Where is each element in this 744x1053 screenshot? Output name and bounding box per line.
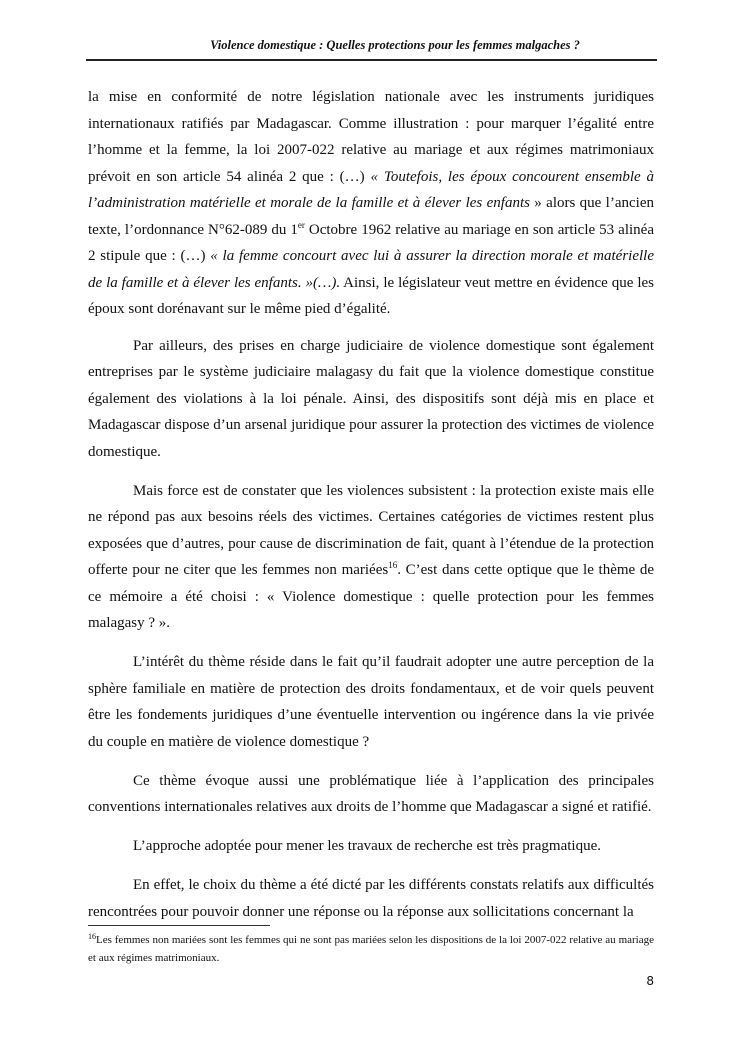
header-rule xyxy=(86,59,657,61)
running-header xyxy=(88,38,654,53)
paragraph-3 xyxy=(88,478,654,637)
p1-quote-2: « la femme concourt avec lui à assurer la direction morale et matérielle de la famille et à élever les enfants. »(…). xyxy=(88,248,654,291)
footnote-rule xyxy=(88,925,270,926)
page-number: 8 xyxy=(646,974,654,988)
p1-text-a: la mise en conformité de notre législation nationale avec les instruments juridiques internationaux ratifiés par Madagascar. Comme illustration : pour marquer l’égalité entre l’homme et la femme, la loi 2007-022 relative au mariage et aux régimes matrimoniaux prévoit en son article 54 alinéa 2 que : (…) xyxy=(88,89,654,185)
p1-text-b: » alors que l’ancien texte, l’ordonnance N°62-089 du 1 xyxy=(88,195,654,238)
paragraph-2: Par ailleurs, des prises en charge judiciaire de violence domestique sont également entreprises par le système judiciaire malagasy du fait que la violence domestique constitue également des violations à la loi pénale. Ainsi, des dispositifs sont déjà mis en place et Madagascar dispose d’un arsenal juridique pour assurer la protection des victimes de violence domestique. xyxy=(88,337,654,460)
p1-text-d: Ainsi, le législateur veut mettre en évidence que les époux sont dorénavant sur le même pied d’égalité. xyxy=(88,274,654,317)
p1-quote-1: « Toutefois, les époux concourent ensemble à l’administration matérielle et morale de la famille et à élever les enfants xyxy=(88,168,654,211)
main-text xyxy=(88,84,654,938)
p3-text-a: Mais force est de constater que les violences subsistent : la protection existe mais elle ne répond pas aux besoins réels des victimes. Certaines catégories de victimes restent plus exposées que d’autres, pour cause de discrimination de fait, quant à l’étendue de la protection offerte pour ne citer que les femmes non mariées xyxy=(88,482,654,578)
footnote-text: Les femmes non mariées sont les femmes qui ne sont pas mariées selon les dispositions de la loi 2007-022 relative au mariage et aux régimes matrimoniaux. xyxy=(88,934,654,964)
paragraph-6: L’approche adoptée pour mener les travaux de recherche est très pragmatique. xyxy=(133,838,601,854)
footnote-16 xyxy=(88,932,654,967)
running-header-title: Violence domestique : Quelles protections pour les femmes malgaches ? xyxy=(210,38,580,52)
p3-text-b: . C’est dans cette optique que le thème de ce mémoire a été choisi : « Violence domestique : quelle protection pour les femmes malagasy ? ». xyxy=(88,562,654,631)
paragraph-1 xyxy=(88,84,654,323)
footnote-number: 16 xyxy=(88,932,96,941)
paragraph-4: L’intérêt du thème réside dans le fait qu’il faudrait adopter une autre perception de la sphère familiale en matière de protection des droits fondamentaux, et de voir quels peuvent être les fondements juridiques d’une éventuelle intervention ou ingérence dans la vie privée du couple en matière de violence domestique ? xyxy=(88,654,654,750)
p1-superscript: er xyxy=(297,219,305,230)
paragraph-7: En effet, le choix du thème a été dicté par les différents constats relatifs aux difficultés rencontrées pour pouvoir donner une réponse ou la réponse aux sollicitations concernant la xyxy=(88,877,654,920)
footnote-ref-16[interactable]: 16 xyxy=(388,560,398,570)
p1-text-c: Octobre 1962 relative au mariage en son article 53 alinéa 2 stipule que : (…) xyxy=(88,221,654,264)
paragraph-5: Ce thème évoque aussi une problématique liée à l’application des principales conventions internationales relatives aux droits de l’homme que Madagascar a signé et ratifié. xyxy=(88,772,654,815)
